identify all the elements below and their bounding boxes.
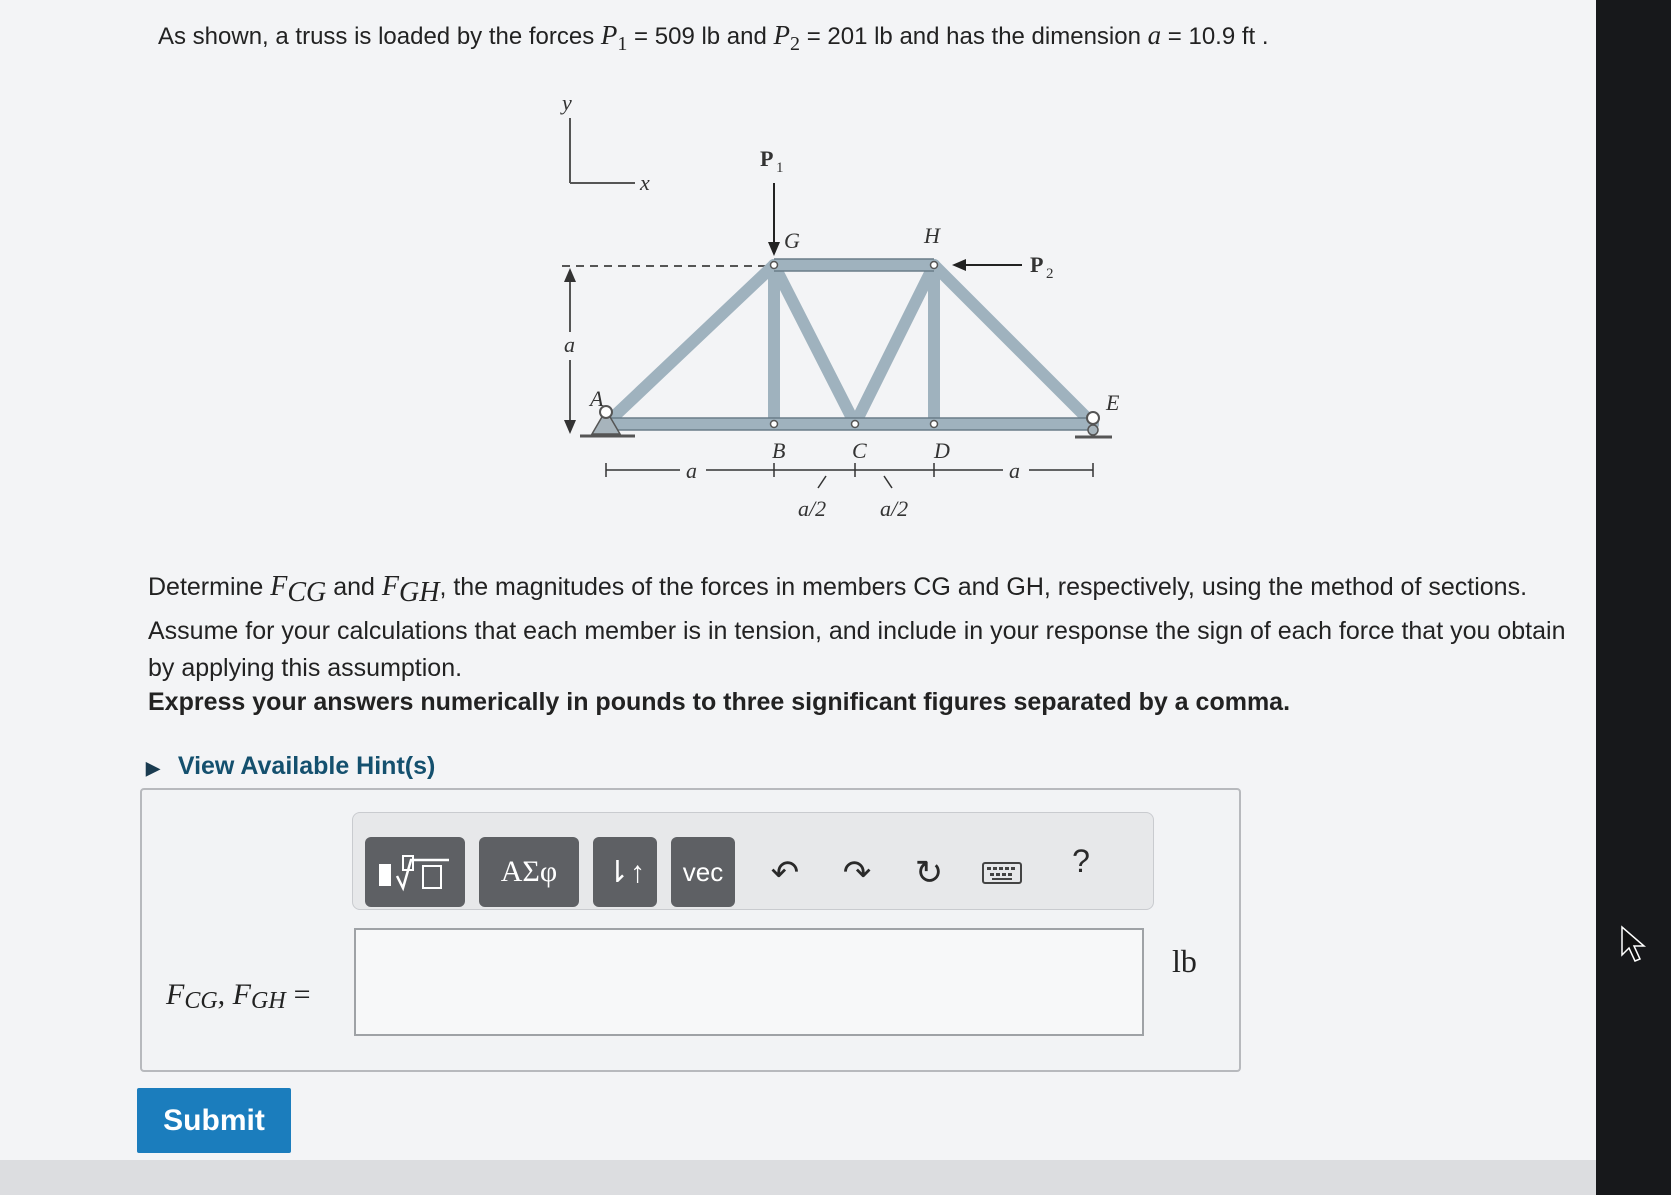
label-fcg: F bbox=[166, 978, 185, 1011]
pin-h bbox=[931, 262, 938, 269]
problem-intro bbox=[158, 20, 1269, 56]
node-h-label: H bbox=[924, 223, 940, 248]
redo-icon[interactable]: ↷ bbox=[842, 854, 872, 892]
intro-text-2: and has the dimension bbox=[892, 23, 1148, 50]
p2-label-sub: 2 bbox=[1046, 266, 1054, 282]
label-fgh: F bbox=[232, 978, 251, 1011]
question-text-3: , the magnitudes of the forces in members CG and GH, respectively, using the method of sections. Assume for your calculations that each member is in tension, and include in your response the sign of each force that you obtain by applying this assumption. bbox=[148, 573, 1566, 682]
dim-half-1-label: a/2 bbox=[798, 496, 827, 521]
pin-b bbox=[771, 421, 778, 428]
node-c-label: C bbox=[852, 438, 867, 463]
node-d-label: D bbox=[934, 438, 950, 463]
fcg-subscript: CG bbox=[287, 577, 327, 608]
question-text bbox=[148, 568, 1578, 687]
answer-input[interactable] bbox=[354, 928, 1144, 1036]
node-b-label: B bbox=[772, 438, 786, 463]
x-axis-label: x bbox=[640, 170, 650, 195]
dim-right-label: a bbox=[1009, 458, 1020, 483]
question-text-1: Determine bbox=[148, 573, 271, 601]
pin-c bbox=[852, 421, 859, 428]
p2-value: = 201 lb bbox=[800, 23, 893, 50]
dim-left-label: a bbox=[686, 458, 697, 483]
templates-button[interactable] bbox=[365, 837, 465, 907]
p1-value: = 509 lb bbox=[627, 23, 721, 50]
greek-symbols-button[interactable]: ΑΣφ bbox=[479, 837, 579, 907]
a-value: = 10.9 ft . bbox=[1161, 23, 1269, 50]
label-fcg-sub: CG bbox=[184, 988, 218, 1014]
height-arrow-up-icon bbox=[564, 268, 576, 282]
math-toolbar bbox=[352, 812, 1154, 910]
pin-e-icon bbox=[1087, 412, 1099, 424]
hint-label: View Available Hint(s) bbox=[177, 752, 436, 780]
p1-subscript: 1 bbox=[617, 32, 628, 55]
question-text-2: and bbox=[326, 573, 382, 601]
keyboard-icon[interactable] bbox=[979, 853, 1025, 893]
vector-button[interactable]: vec bbox=[671, 837, 735, 907]
view-hints-link[interactable] bbox=[146, 752, 435, 781]
p1-label-sub: 1 bbox=[776, 160, 784, 176]
p1-symbol: P bbox=[600, 20, 618, 50]
pin-d bbox=[931, 421, 938, 428]
expand-triangle-icon: ▶ bbox=[146, 758, 160, 778]
node-g-label: G bbox=[784, 228, 800, 253]
truss-diagram bbox=[540, 88, 1160, 538]
p2-symbol: P bbox=[773, 20, 791, 50]
subscript-superscript-button[interactable]: ⇂↑ bbox=[593, 837, 657, 907]
node-e-label: E bbox=[1106, 390, 1120, 415]
answer-label bbox=[166, 978, 311, 1015]
dim-half-2-label: a/2 bbox=[880, 496, 909, 521]
p2-subscript: 2 bbox=[790, 32, 801, 55]
screen-edge bbox=[1596, 0, 1671, 1195]
label-separator: , bbox=[217, 978, 233, 1011]
undo-icon[interactable]: ↶ bbox=[770, 854, 800, 892]
pin-g bbox=[771, 262, 778, 269]
help-button[interactable]: ? bbox=[1072, 842, 1090, 879]
submit-button[interactable]: Submit bbox=[137, 1088, 291, 1153]
templates-icon bbox=[375, 850, 455, 894]
a-symbol: a bbox=[1147, 20, 1162, 50]
express-instruction: Express your answers numerically in pounds to three significant figures separated by a comma. bbox=[148, 688, 1291, 716]
height-dim-label: a bbox=[564, 332, 575, 357]
unit-label: lb bbox=[1172, 943, 1197, 979]
p2-label: P bbox=[1030, 252, 1044, 277]
intro-text-1: As shown, a truss is loaded by the forces bbox=[158, 23, 601, 50]
member-ch bbox=[855, 265, 934, 424]
keyboard-glyph-icon bbox=[982, 860, 1022, 886]
member-he bbox=[934, 265, 1093, 424]
member-ag bbox=[606, 265, 774, 424]
y-axis-label: y bbox=[562, 90, 572, 115]
node-a-label: A bbox=[590, 386, 604, 411]
roller-e-icon bbox=[1088, 425, 1098, 435]
fcg-symbol: F bbox=[270, 571, 288, 602]
label-fgh-sub: GH bbox=[251, 988, 286, 1014]
p1-arrow-head-icon bbox=[768, 242, 780, 256]
p1-label: P bbox=[760, 146, 774, 171]
height-arrow-down-icon bbox=[564, 420, 576, 434]
mouse-cursor-icon bbox=[1620, 925, 1650, 965]
fgh-subscript: GH bbox=[399, 577, 440, 608]
fgh-symbol: F bbox=[381, 571, 399, 602]
bottom-band bbox=[0, 1160, 1600, 1195]
p2-arrow-head-icon bbox=[952, 259, 966, 271]
reset-icon[interactable]: ↻ bbox=[914, 854, 944, 892]
and-text: and bbox=[720, 23, 774, 50]
member-cg bbox=[774, 265, 855, 424]
label-equals: = bbox=[293, 978, 311, 1011]
